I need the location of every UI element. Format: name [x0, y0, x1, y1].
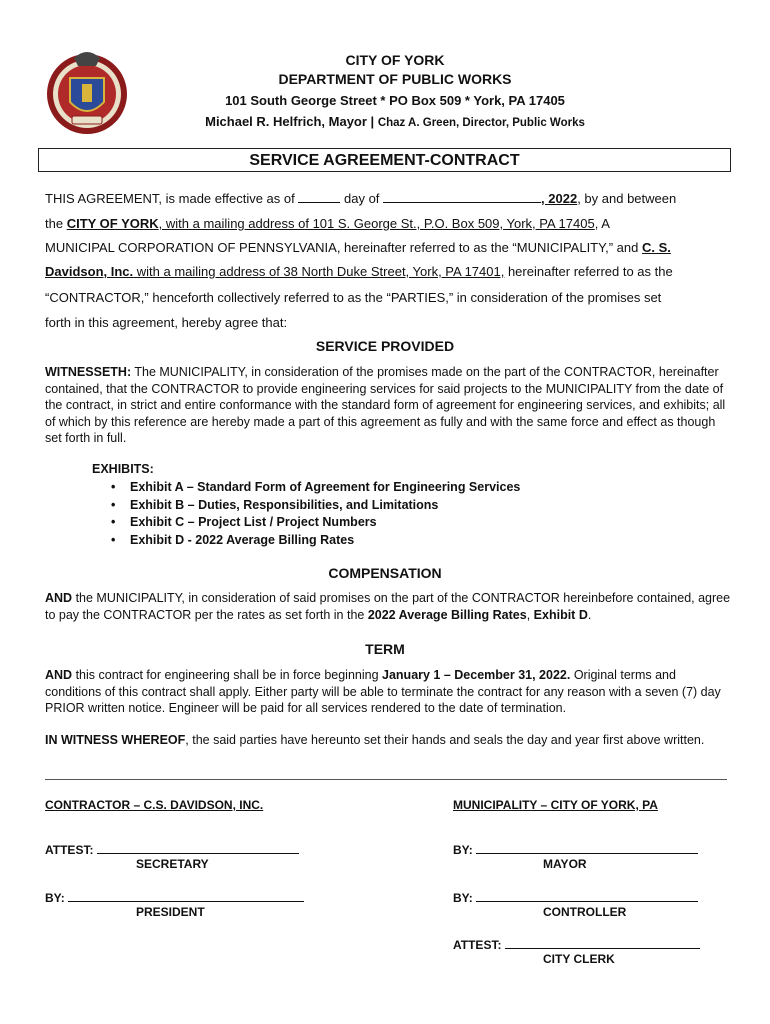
exhibit-c: • Exhibit C – Project List / Project Numbers [117, 514, 520, 532]
intro-line-1: THIS AGREEMENT, is made effective as of day of , 2022, by and between [45, 191, 677, 206]
header-director: Chaz A. Green, Director, Public Works [377, 117, 585, 129]
controller-label: CONTROLLER [543, 905, 627, 919]
mayor-label: MAYOR [543, 857, 587, 871]
intro-line-3: MUNICIPAL CORPORATION OF PENNSYLVANIA, hereinafter referred to as the “MUNICIPALITY,” and C. S. [45, 240, 671, 255]
exhibits-label: EXHIBITS: [92, 462, 154, 476]
president-label: PRESIDENT [136, 905, 205, 919]
mayor-signature-line[interactable]: BY: [453, 842, 698, 857]
intro-line-6: forth in this agreement, hereby agree that: [45, 315, 288, 330]
intro-line-5: “CONTRACTOR,” henceforth collectively referred to as the “PARTIES,” in consideration of the promises set [45, 290, 662, 305]
term-paragraph: AND this contract for engineering shall be in force beginning January 1 – December 31, 2022. Original terms and conditions of this contract shall apply. Either party will be able to terminate the contract for any reason with a seven (7) day PRIOR written notice. Engineer will be paid for all services rendered to the date of termination. [45, 668, 721, 715]
header-officials [10, 114, 770, 129]
divider [45, 779, 727, 780]
witness-paragraph: IN WITNESS WHEREOF, the said parties have hereunto set their hands and seals the day and year first above written. [45, 733, 705, 747]
exhibit-d: • Exhibit D - 2022 Average Billing Rates [117, 532, 520, 550]
header-address: 101 South George Street * PO Box 509 * York, PA 17405 [225, 93, 565, 108]
month-blank[interactable] [383, 190, 541, 203]
service-paragraph: WITNESSETH: The MUNICIPALITY, in consideration of the promises made on the part of the CONTRACTOR, hereinafter contained, that the CONTRACTOR to provide engineering services for said projects to the MUNICIPALITY from the date of the contract, in strict and entire conformance with the standard form of agreement for engineering services, and exhibits; all of which by this reference are hereby made a part of this agreement as fully and with the same force and effect as though set forth in full. [45, 365, 726, 445]
secretary-label: SECRETARY [136, 857, 209, 871]
exhibits-list [117, 479, 520, 549]
controller-signature-line[interactable]: BY: [453, 890, 698, 905]
compensation-paragraph: AND the MUNICIPALITY, in consideration of said promises on the part of the CONTRACTOR hereinbefore contained, agree to pay the CONTRACTOR per the rates as set forth in the 2022 Average Billing Rates, Exhibit D. [45, 591, 731, 622]
document-title: SERVICE AGREEMENT-CONTRACT [38, 148, 731, 172]
heading-term: TERM [365, 641, 405, 657]
contractor-attest-line[interactable]: ATTEST: [45, 842, 299, 857]
intro-line-2: the CITY OF YORK, with a mailing address of 101 S. George St., P.O. Box 509, York, PA 17405, A [45, 216, 610, 231]
municipality-title: MUNICIPALITY – CITY OF YORK, PA [453, 798, 658, 812]
heading-compensation: COMPENSATION [328, 565, 442, 581]
header-department: DEPARTMENT OF PUBLIC WORKS [278, 71, 512, 87]
header-city: CITY OF YORK [345, 52, 445, 68]
exhibit-b: • Exhibit B – Duties, Responsibilities, and Limitations [117, 497, 520, 515]
contractor-title: CONTRACTOR – C.S. DAVIDSON, INC. [45, 798, 264, 812]
city-clerk-label: CITY CLERK [543, 952, 615, 966]
day-blank[interactable] [298, 190, 340, 203]
intro-line-4: Davidson, Inc. with a mailing address of 38 North Duke Street, York, PA 17401, hereinafter referred to as the [45, 264, 673, 279]
city-clerk-attest-line[interactable]: ATTEST: [453, 937, 700, 952]
president-signature-line[interactable]: BY: [45, 890, 304, 905]
exhibit-a: • Exhibit A – Standard Form of Agreement for Engineering Services [117, 479, 520, 497]
heading-service-provided: SERVICE PROVIDED [315, 338, 455, 354]
header-mayor: Michael R. Helfrich, Mayor | [205, 114, 375, 129]
